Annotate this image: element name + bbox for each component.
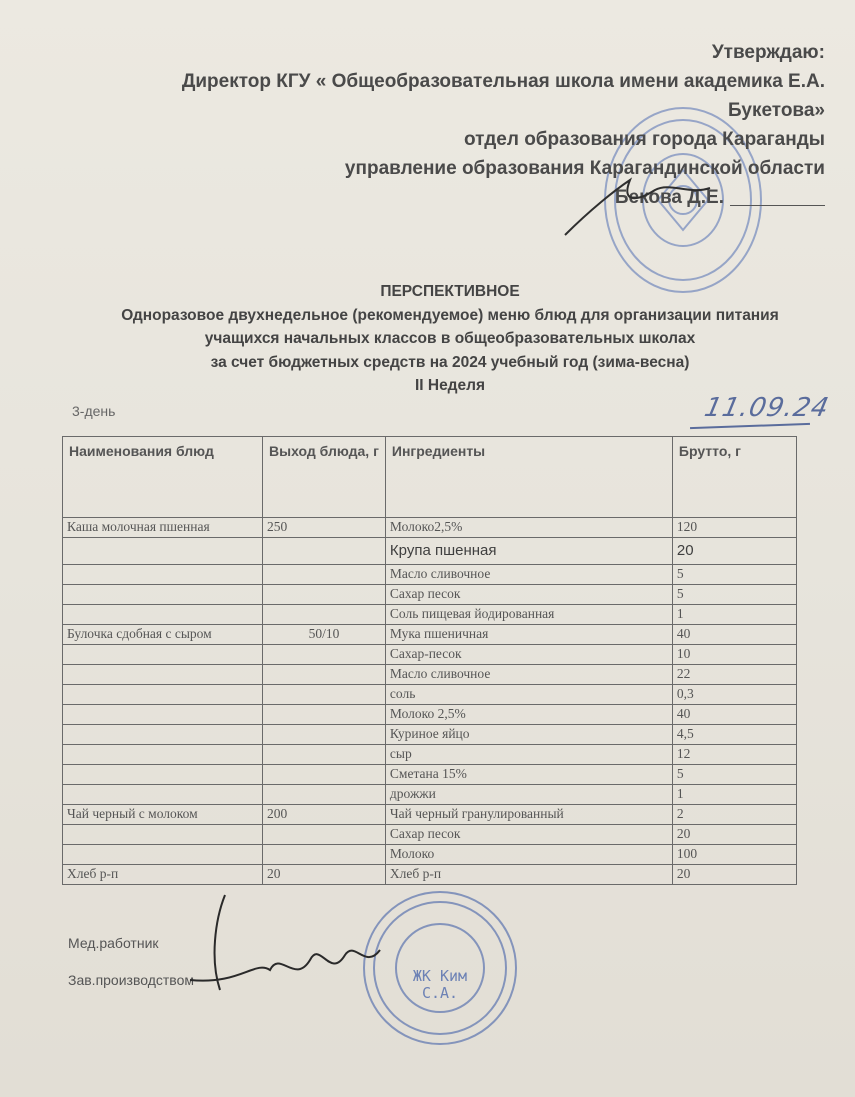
cell-ingredient: дрожжи xyxy=(385,785,672,805)
cell-ingredient: Куриное яйцо xyxy=(385,725,672,745)
cell-gross: 100 xyxy=(672,845,796,865)
title-line-2: Одноразовое двухнедельное (рекомендуемое) меню блюд для организации питания xyxy=(121,306,779,324)
cell-dish-name: Булочка сдобная с сыром xyxy=(63,625,263,645)
title-line-4: за счет бюджетных средств на 2024 учебный год (зима-весна) xyxy=(210,353,690,371)
cell-gross: 22 xyxy=(672,665,796,685)
cell-dish-name xyxy=(63,565,263,585)
cell-output xyxy=(263,585,386,605)
cell-gross: 1 xyxy=(672,605,796,625)
cell-output xyxy=(263,685,386,705)
cell-ingredient: Масло сливочное xyxy=(385,665,672,685)
cell-ingredient: Крупа пшенная xyxy=(385,538,672,565)
table-header-row xyxy=(63,437,797,518)
table-row xyxy=(63,538,797,565)
cell-dish-name: Хлеб р-п xyxy=(63,865,263,885)
cell-dish-name xyxy=(63,645,263,665)
approval-school-name: Букетова» xyxy=(727,100,825,121)
cell-output xyxy=(263,745,386,765)
title-line-5: II Неделя xyxy=(414,377,486,394)
cell-dish-name xyxy=(63,705,263,725)
cell-output xyxy=(263,645,386,665)
approval-department: отдел образования города Караганды xyxy=(464,129,825,150)
cell-gross: 20 xyxy=(672,538,796,565)
title-line-1: ПЕРСПЕКТИВНОЕ xyxy=(380,283,520,300)
cell-gross: 20 xyxy=(672,825,796,845)
cell-ingredient: Соль пищевая йодированная xyxy=(385,605,672,625)
table-row xyxy=(63,625,797,645)
cell-gross: 120 xyxy=(672,518,796,538)
cell-ingredient: Молоко2,5% xyxy=(385,518,672,538)
cell-dish-name xyxy=(63,745,263,765)
approval-director: Директор КГУ « Общеобразовательная школа имени академика Е.А. xyxy=(181,71,825,92)
cell-ingredient: Молоко 2,5% xyxy=(385,705,672,725)
cell-ingredient: Мука пшеничная xyxy=(385,625,672,645)
header-output: Выход блюда, г xyxy=(263,437,386,518)
menu-table xyxy=(62,436,797,885)
cell-ingredient: Сахар-песок xyxy=(385,645,672,665)
header-ingredients: Ингредиенты xyxy=(385,437,672,518)
cell-output: 250 xyxy=(263,518,386,538)
cell-output: 200 xyxy=(263,805,386,825)
table-row xyxy=(63,745,797,765)
cell-gross: 40 xyxy=(672,705,796,725)
cell-gross: 12 xyxy=(672,745,796,765)
table-row xyxy=(63,765,797,785)
cell-ingredient: Хлеб р-п xyxy=(385,865,672,885)
cell-ingredient: Сахар песок xyxy=(385,825,672,845)
table-body xyxy=(63,518,797,885)
cell-output xyxy=(263,565,386,585)
director-signature xyxy=(560,170,740,240)
cell-ingredient: Чай черный гранулированный xyxy=(385,805,672,825)
table-row xyxy=(63,785,797,805)
cell-output xyxy=(263,725,386,745)
cell-output: 50/10 xyxy=(263,625,386,645)
cell-dish-name xyxy=(63,845,263,865)
approval-signatory-name: Бекова Д.Е. xyxy=(614,187,724,208)
table-row xyxy=(63,845,797,865)
table-row xyxy=(63,605,797,625)
document-title xyxy=(40,280,855,398)
cell-dish-name xyxy=(63,685,263,705)
cell-output xyxy=(263,665,386,685)
table-row xyxy=(63,645,797,665)
cell-ingredient: сыр xyxy=(385,745,672,765)
cell-ingredient: Сахар песок xyxy=(385,585,672,605)
cell-gross: 0,3 xyxy=(672,685,796,705)
date-underline xyxy=(690,423,810,429)
cell-gross: 1 xyxy=(672,785,796,805)
header-gross: Брутто, г xyxy=(672,437,796,518)
cell-output xyxy=(263,605,386,625)
day-label: 3-день xyxy=(72,403,116,419)
table-row xyxy=(63,725,797,745)
cell-dish-name xyxy=(63,605,263,625)
cell-gross: 5 xyxy=(672,565,796,585)
table-row xyxy=(63,685,797,705)
table-row xyxy=(63,865,797,885)
signature-line xyxy=(730,205,825,206)
stamp-bottom-text: ЖК Ким С.А. xyxy=(412,967,468,1002)
cell-gross: 40 xyxy=(672,625,796,645)
cell-dish-name xyxy=(63,825,263,845)
cell-gross: 4,5 xyxy=(672,725,796,745)
cell-gross: 20 xyxy=(672,865,796,885)
cell-gross: 5 xyxy=(672,765,796,785)
table-row xyxy=(63,805,797,825)
cell-output xyxy=(263,705,386,725)
cell-gross: 5 xyxy=(672,585,796,605)
cell-gross: 2 xyxy=(672,805,796,825)
table-row xyxy=(63,665,797,685)
table-row xyxy=(63,705,797,725)
table-row xyxy=(63,825,797,845)
cell-dish-name xyxy=(63,665,263,685)
cell-output xyxy=(263,538,386,565)
cell-dish-name: Чай черный с молоком xyxy=(63,805,263,825)
table-row xyxy=(63,565,797,585)
cell-ingredient: Молоко xyxy=(385,845,672,865)
table-row xyxy=(63,518,797,538)
handwritten-date: 11.09.24 xyxy=(701,393,832,423)
cell-dish-name xyxy=(63,585,263,605)
cell-ingredient: Масло сливочное xyxy=(385,565,672,585)
cell-output: 20 xyxy=(263,865,386,885)
cell-gross: 10 xyxy=(672,645,796,665)
cell-output xyxy=(263,845,386,865)
cell-dish-name: Каша молочная пшенная xyxy=(63,518,263,538)
header-dish-name: Наименования блюд xyxy=(63,437,263,518)
med-worker-label: Мед.работник xyxy=(68,935,159,951)
cell-dish-name xyxy=(63,785,263,805)
cell-ingredient: Сметана 15% xyxy=(385,765,672,785)
production-head-signature xyxy=(180,890,400,1000)
approval-heading: Утверждаю: xyxy=(711,42,825,63)
table-row xyxy=(63,585,797,605)
approval-administration: управление образования Карагандинской области xyxy=(344,158,825,179)
cell-output xyxy=(263,765,386,785)
cell-output xyxy=(263,785,386,805)
cell-output xyxy=(263,825,386,845)
cell-dish-name xyxy=(63,765,263,785)
production-head-label: Зав.производством xyxy=(68,972,194,988)
cell-ingredient: соль xyxy=(385,685,672,705)
cell-dish-name xyxy=(63,725,263,745)
title-line-3: учащихся начальных классов в общеобразовательных школах xyxy=(204,330,696,347)
cell-dish-name xyxy=(63,538,263,565)
